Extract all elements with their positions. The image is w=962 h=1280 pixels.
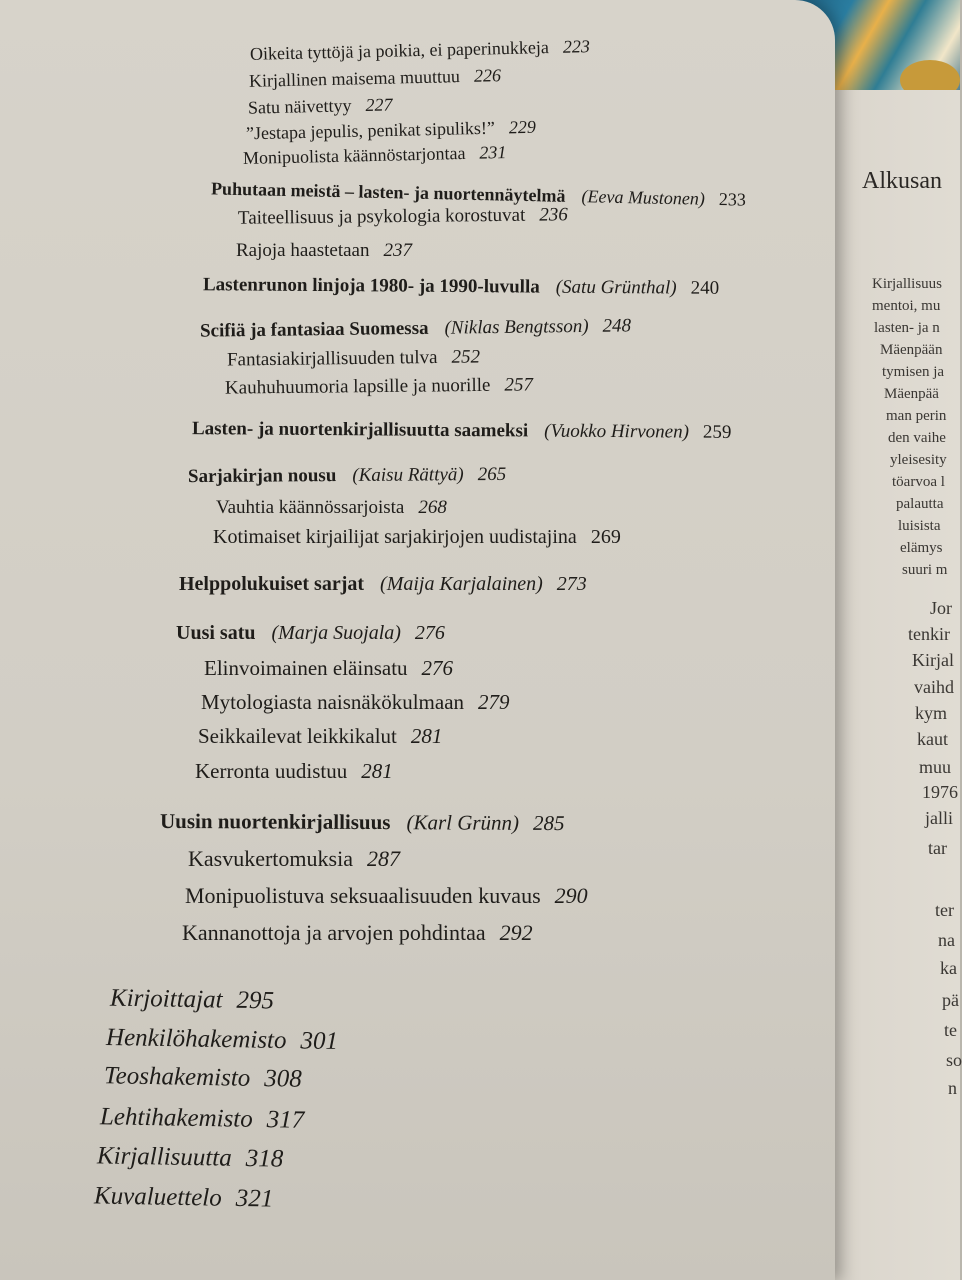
right-page-text-fragment: Kirjal [912,650,954,670]
right-page-text-fragment: yleisesity [890,452,947,468]
right-page-text-fragment: man perin [886,408,947,424]
right-page-text-fragment: vaihd [914,677,954,697]
toc-sub-entry: Kasvukertomuksia 287 [188,846,400,871]
toc-back-entry: Teoshakemisto 308 [103,1062,303,1093]
toc-chapter-entry: Uusin nuortenkirjallisuus (Karl Grünn) 285 [159,808,565,836]
right-page-text-fragment: lasten- ja n [874,320,940,336]
toc-chapter-entry: Uusi satu (Marja Suojala) 276 [176,622,445,644]
toc-chapter-entry: Puhutaan meistä – lasten- ja nuortennäytelmä (Eeva Mustonen) 233 [210,178,747,210]
right-page-text-fragment: den vaihe [888,430,946,446]
toc-back-entry: Kirjallisuutta 318 [96,1142,284,1173]
right-page-text-fragment: tar [928,838,947,858]
toc-back-entry: Kirjoittajat 295 [109,984,275,1015]
right-page-text-fragment: na [938,930,955,950]
right-page-title: Alkusan [862,168,942,194]
toc-sub-entry: Taiteellisuus ja psykologia korostuvat 236 [237,204,568,229]
toc-sub-entry: Elinvoimainen eläinsatu 276 [204,656,454,680]
toc-sub-entry: Kotimaiset kirjailijat sarjakirjojen uudistajina 269 [213,526,621,548]
toc-sub-entry: Fantasiakirjallisuuden tulva 252 [226,346,481,371]
toc-sub-entry: Seikkailevat leikkikalut 281 [198,724,443,748]
toc-sub-entry: Kauhuhuumoria lapsille ja nuorille 257 [224,374,534,399]
toc-chapter-entry: Helppolukuiset sarjat (Maija Karjalainen) 273 [179,573,587,595]
toc-sub-entry: Kerronta uudistuu 281 [195,759,393,783]
toc-sub-entry: Kirjallinen maisema muuttuu 226 [248,65,502,91]
right-page-text-fragment: tenkir [908,624,950,644]
right-page-text-fragment: luisista [898,518,941,534]
toc-sub-entry: Rajoja haastetaan 237 [236,240,412,261]
right-page-text-fragment: mentoi, mu [872,298,941,314]
toc-chapter-entry: Lasten- ja nuortenkirjallisuutta saameksi (Vuokko Hirvonen) 259 [191,418,732,443]
right-page-text-fragment: elämys [900,540,943,556]
right-page-text-fragment: Mäenpään [880,342,943,358]
toc-chapter-entry: Sarjakirjan nousu (Kaisu Rättyä) 265 [187,463,507,488]
right-page-text-fragment: ka [940,958,957,978]
toc-sub-entry: Vauhtia käännössarjoista 268 [216,497,447,518]
toc-sub-entry: Monipuolistuva seksuaalisuuden kuvaus 290 [185,883,588,908]
toc-sub-entry: Mytologiasta naisnäkökulmaan 279 [201,690,510,714]
right-page-text-fragment: kaut [917,729,948,749]
right-page-text-fragment: muu [919,757,952,777]
right-page-text-fragment: Mäenpää [884,386,939,402]
right-page-text-fragment: ter [935,900,954,920]
right-page-text-fragment: Jor [930,598,952,618]
right-page-text-fragment: palautta [896,496,944,512]
right-page-text-fragment: 1976 [922,782,958,802]
toc-back-entry: Henkilöhakemisto 301 [105,1023,339,1056]
right-page-text-fragment: pä [942,990,959,1010]
toc-chapter-entry: Lastenrunon linjoja 1980- ja 1990-luvulla (Satu Grünthal) 240 [202,274,720,299]
right-page-text-fragment: so [946,1050,962,1070]
right-page-text-fragment: n [948,1078,957,1098]
toc-sub-entry: Kannanottoja ja arvojen pohdintaa 292 [182,920,533,945]
toc-sub-entry: Monipuolista käännöstarjontaa 231 [242,142,507,168]
right-page-text-fragment: Kirjallisuus [872,276,942,292]
right-page-text-fragment: töarvoa l [892,474,945,490]
toc-sub-entry: Oikeita tyttöjä ja poikia, ei paperinukkeja 223 [249,36,591,64]
right-page-text-fragment: suuri m [902,562,948,578]
toc-back-entry: Lehtihakemisto 317 [99,1103,305,1134]
right-page-text-fragment: kym [915,703,948,723]
toc-sub-entry: ”Jestapa jepulis, penikat sipuliks!” 229 [245,116,537,144]
right-page-text-fragment: jalli [925,808,953,828]
right-page-text-fragment: te [944,1020,957,1040]
toc-chapter-entry: Scifiä ja fantasiaa Suomessa (Niklas Bengtsson) 248 [199,315,632,342]
toc-sub-entry: Satu näivettyy 227 [247,94,393,118]
toc-back-entry: Kuvaluettelo 321 [93,1182,274,1213]
right-page-text-fragment: tymisen ja [882,364,945,380]
